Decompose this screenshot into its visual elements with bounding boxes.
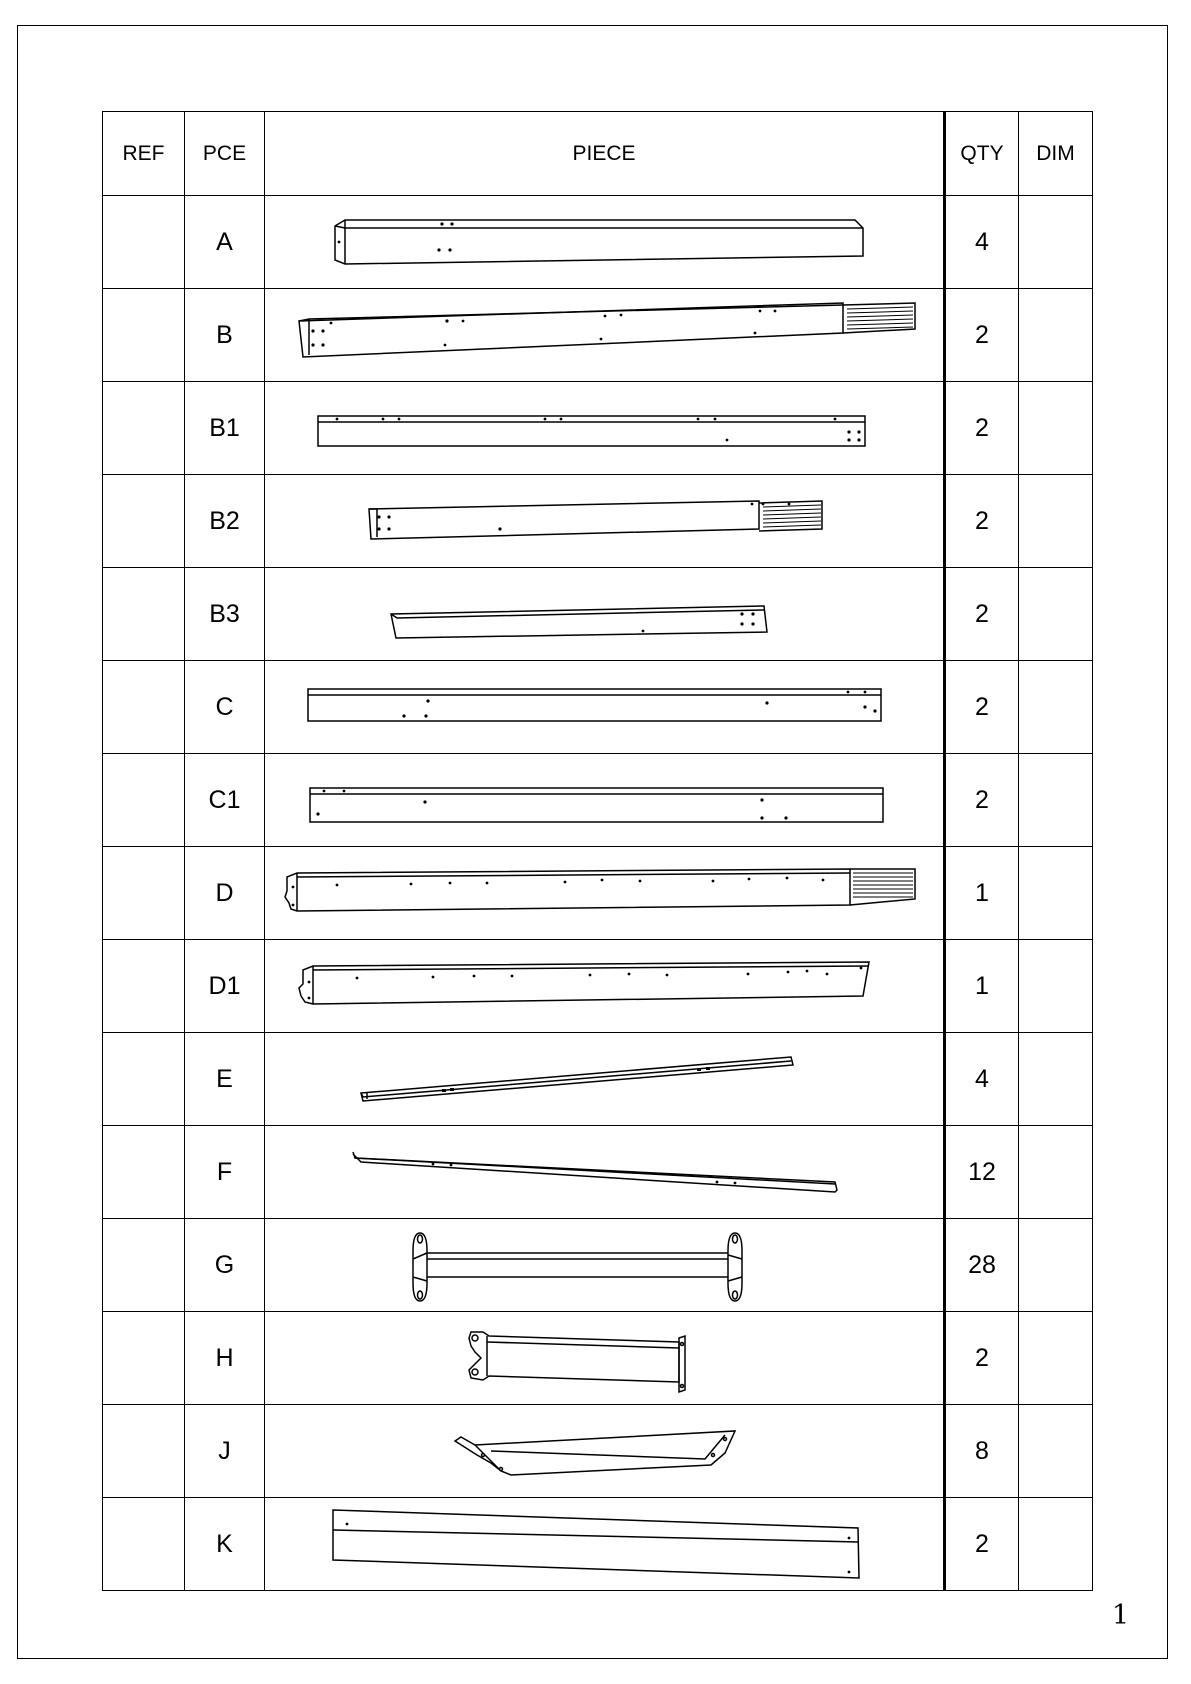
ref-cell (103, 1312, 185, 1405)
angle-bar-icon (265, 1126, 943, 1218)
table-row (103, 1405, 1093, 1498)
dim-cell (1019, 1219, 1093, 1312)
ref-cell (103, 1033, 185, 1126)
rail-icon (265, 661, 943, 753)
ref-cell (103, 568, 185, 661)
pce-cell: B (185, 289, 265, 382)
dim-cell (1019, 1405, 1093, 1498)
table-row (103, 1312, 1093, 1405)
telescoping-beam-icon (265, 289, 943, 381)
qty-cell: 2 (945, 475, 1019, 568)
pce-cell: A (185, 196, 265, 289)
piece-cell (265, 1312, 945, 1405)
ref-cell (103, 1498, 185, 1591)
qty-cell: 1 (945, 940, 1019, 1033)
qty-cell: 2 (945, 568, 1019, 661)
dim-cell (1019, 382, 1093, 475)
square-post-icon (265, 196, 943, 288)
angle-brace-icon (265, 1405, 943, 1497)
rail-icon (265, 382, 943, 474)
table-row (103, 475, 1093, 568)
piece-cell (265, 940, 945, 1033)
ref-cell (103, 661, 185, 754)
dim-cell (1019, 847, 1093, 940)
pce-cell: D1 (185, 940, 265, 1033)
pce-cell: E (185, 1033, 265, 1126)
piece-cell (265, 568, 945, 661)
channel-bracket-icon (265, 1312, 943, 1404)
dim-cell (1019, 1126, 1093, 1219)
qty-cell: 2 (945, 1312, 1019, 1405)
ref-cell (103, 1126, 185, 1219)
piece-cell (265, 1219, 945, 1312)
qty-cell: 4 (945, 196, 1019, 289)
header-pce: PCE (185, 112, 265, 196)
pce-cell: B1 (185, 382, 265, 475)
qty-cell: 1 (945, 847, 1019, 940)
rail-icon (265, 754, 943, 846)
piece-cell (265, 1033, 945, 1126)
dim-cell (1019, 754, 1093, 847)
header-qty: QTY (945, 112, 1019, 196)
piece-cell (265, 661, 945, 754)
thin-bar-icon (265, 1033, 943, 1125)
pce-cell: H (185, 1312, 265, 1405)
ref-cell (103, 1219, 185, 1312)
table-row (103, 196, 1093, 289)
piece-cell (265, 289, 945, 382)
ref-cell (103, 289, 185, 382)
ref-cell (103, 940, 185, 1033)
table-row (103, 1126, 1093, 1219)
dim-cell (1019, 568, 1093, 661)
page-number: 1 (1112, 1600, 1130, 1631)
piece-cell (265, 847, 945, 940)
ref-cell (103, 382, 185, 475)
table-row (103, 289, 1093, 382)
header-piece: PIECE (265, 112, 945, 196)
qty-cell: 2 (945, 382, 1019, 475)
beam-icon (265, 940, 943, 1032)
panel-strip-icon (265, 1498, 943, 1590)
table-row (103, 940, 1093, 1033)
dim-cell (1019, 196, 1093, 289)
ref-cell (103, 475, 185, 568)
pce-cell: J (185, 1405, 265, 1498)
piece-cell (265, 1126, 945, 1219)
pce-cell: F (185, 1126, 265, 1219)
piece-cell (265, 1405, 945, 1498)
rail-icon (265, 568, 943, 660)
dim-cell (1019, 1033, 1093, 1126)
ref-cell (103, 754, 185, 847)
dim-cell (1019, 1498, 1093, 1591)
header-ref: REF (103, 112, 185, 196)
piece-cell (265, 196, 945, 289)
pce-cell: D (185, 847, 265, 940)
pce-cell: G (185, 1219, 265, 1312)
qty-cell: 2 (945, 661, 1019, 754)
pce-cell: C1 (185, 754, 265, 847)
qty-cell: 28 (945, 1219, 1019, 1312)
table-row (103, 661, 1093, 754)
ref-cell (103, 1405, 185, 1498)
piece-cell (265, 475, 945, 568)
piece-cell (265, 382, 945, 475)
dim-cell (1019, 289, 1093, 382)
dim-cell (1019, 661, 1093, 754)
qty-cell: 12 (945, 1126, 1019, 1219)
pce-cell: B2 (185, 475, 265, 568)
table-header-row (103, 112, 1093, 196)
table-row (103, 1033, 1093, 1126)
pce-cell: K (185, 1498, 265, 1591)
table-row (103, 1498, 1093, 1591)
table-row (103, 382, 1093, 475)
table-row (103, 847, 1093, 940)
pce-cell: C (185, 661, 265, 754)
table-row (103, 568, 1093, 661)
piece-cell (265, 754, 945, 847)
telescoping-beam-icon (265, 475, 943, 567)
qty-cell: 2 (945, 289, 1019, 382)
table-row (103, 754, 1093, 847)
parts-list-table (102, 111, 1093, 1591)
qty-cell: 2 (945, 1498, 1019, 1591)
qty-cell: 2 (945, 754, 1019, 847)
ref-cell (103, 847, 185, 940)
piece-cell (265, 1498, 945, 1591)
telescoping-beam-icon (265, 847, 943, 939)
bracket-connector-icon (265, 1219, 943, 1311)
qty-cell: 4 (945, 1033, 1019, 1126)
dim-cell (1019, 1312, 1093, 1405)
dim-cell (1019, 475, 1093, 568)
dim-cell (1019, 940, 1093, 1033)
qty-cell: 8 (945, 1405, 1019, 1498)
ref-cell (103, 196, 185, 289)
header-dim: DIM (1019, 112, 1093, 196)
pce-cell: B3 (185, 568, 265, 661)
table-row (103, 1219, 1093, 1312)
